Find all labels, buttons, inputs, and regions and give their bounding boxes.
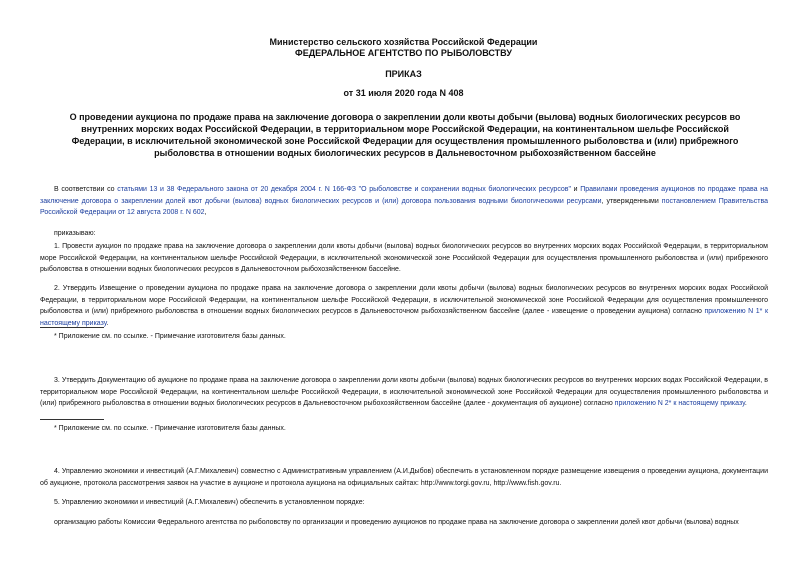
appendix-2-link[interactable]: приложению N 2* к настоящему приказу [614, 400, 745, 408]
item-2-text: 2. Утвердить Извещение о проведении аукциона по продаже права на заключение договора о закреплении доли квоты добычи (вылова) водных биологических ресурсов во внутренних морских водах Российской Федерации, в территориальном море Российской Федерации, на континентальном шельфе Российской Федерации, в исключительной экономической зоне Российской Федерации для осуществления промышленного рыболовства и (или) прибрежного рыболовства в отношении водных биологических ресурсов в Дальневосточном рыбохозяйственном бассейне (далее - извещение о проведении аукциона) согласно [40, 285, 768, 316]
appendix-1-link[interactable]: приложению N 1* к настоящему приказу [40, 308, 769, 327]
item-2-end: . [106, 319, 109, 327]
document-date-number: от 31 июля 2020 года N 408 [343, 88, 464, 98]
item-3-text: 3. Утвердить Документацию об аукционе по продаже права на заключение договора о закреплении доли квоты добычи (вылова) водных биологических ресурсов во внутренних морских водах Российской Федерации, в территориальном море Российской Федерации, на континентальном шельфе Российской Федерации, в исключительной экономической зоне Российской Федерации для осуществления промышленного рыболовства и (или) прибрежного рыболовства в отношении водных биологических ресурсов в Дальневосточном рыбохозяйственном бассейне (далее - документация об аукционе) согласно [40, 377, 768, 408]
preamble-text-1: В соответствии со [54, 186, 118, 193]
item-2 [40, 283, 768, 329]
item-3-end: . [744, 400, 747, 408]
auction-rules-link[interactable]: Правилами проведения аукционов по продаже права на заключение договора о закреплении долей квот добычи (вылова) водных биологических ресурсов и (или) договора пользования водными биологическими ресурсами [40, 186, 768, 205]
preamble-text-2: и [571, 186, 581, 193]
federal-law-link[interactable]: статьями 13 и 38 Федерального закона от 20 декабря 2004 г. N 166-ФЗ "О рыболовстве и сохранении водных биологических ресурсов" [117, 186, 571, 193]
footnote-2: * Приложение см. по ссылке. - Примечание изготовителя базы данных. [54, 425, 286, 432]
agency-name: ФЕДЕРАЛЬНОЕ АГЕНТСТВО ПО РЫБОЛОВСТВУ [295, 48, 512, 58]
government-decree-link[interactable]: постановлением Правительства Российской Федерации от 12 августа 2008 г. N 602 [40, 197, 768, 217]
preamble-text-4: , [204, 209, 207, 217]
item-3 [40, 375, 768, 410]
item-4: 4. Управлению экономики и инвестиций (А.Г.Михалевич) совместно с Административным управлением (А.И.Дыбов) обеспечить в установленном порядке размещение извещения о проведении аукциона, документации об аукционе, протокола рассмотрения заявок на участие в аукционе и протокола аукциона на официальных сайтах: http://www.torgi.gov.ru, http://www.fish.gov.ru. [40, 468, 768, 487]
item-5: 5. Управлению экономики и инвестиций (А.Г.Михалевич) обеспечить в установленном порядке: [54, 499, 365, 506]
item-5-subpoint: организацию работы Комиссии Федерального агентства по рыболовству по организации и проведению аукционов по продаже права на заключение договора о закреплении долей квот добычи (вылова) водных [54, 519, 739, 526]
document-title: О проведении аукциона по продаже права на заключение договора о закреплении доли квоты добычи (вылова) водных биологических ресурсов во внутренних морских водах Российской Федерации, в территориальном море Российской Федерации, на континентальном шельфе Российской Федерации, в исключительной экономической зоне Российской Федерации для осуществления промышленного рыболовства и (или) прибрежного рыболовства в отношении водных биологических ресурсов в Дальневосточном рыбохозяйственном бассейне [69, 112, 741, 158]
order-word: приказываю: [54, 230, 96, 237]
item-1: 1. Провести аукцион по продаже права на заключение договора о закреплении доли квоты добычи (вылова) водных биологических ресурсов во внутренних морских водах Российской Федерации, в территориальном море Российской Федерации, на континентальном шельфе Российской Федерации, в исключительной экономической зоне Российской Федерации для осуществления промышленного рыболовства и (или) прибрежного рыболовства в отношении водных биологических ресурсов в Дальневосточном рыбохозяйственном бассейне. [40, 243, 768, 274]
preamble [40, 184, 768, 219]
document-type: ПРИКАЗ [385, 69, 422, 79]
footnote-1: * Приложение см. по ссылке. - Примечание изготовителя базы данных. [54, 333, 286, 340]
footnote-divider-2 [40, 419, 104, 420]
footnote-divider [40, 327, 104, 328]
ministry-name: Министерство сельского хозяйства Российской Федерации [269, 37, 538, 47]
preamble-text-3: , утвержденными [601, 197, 662, 205]
